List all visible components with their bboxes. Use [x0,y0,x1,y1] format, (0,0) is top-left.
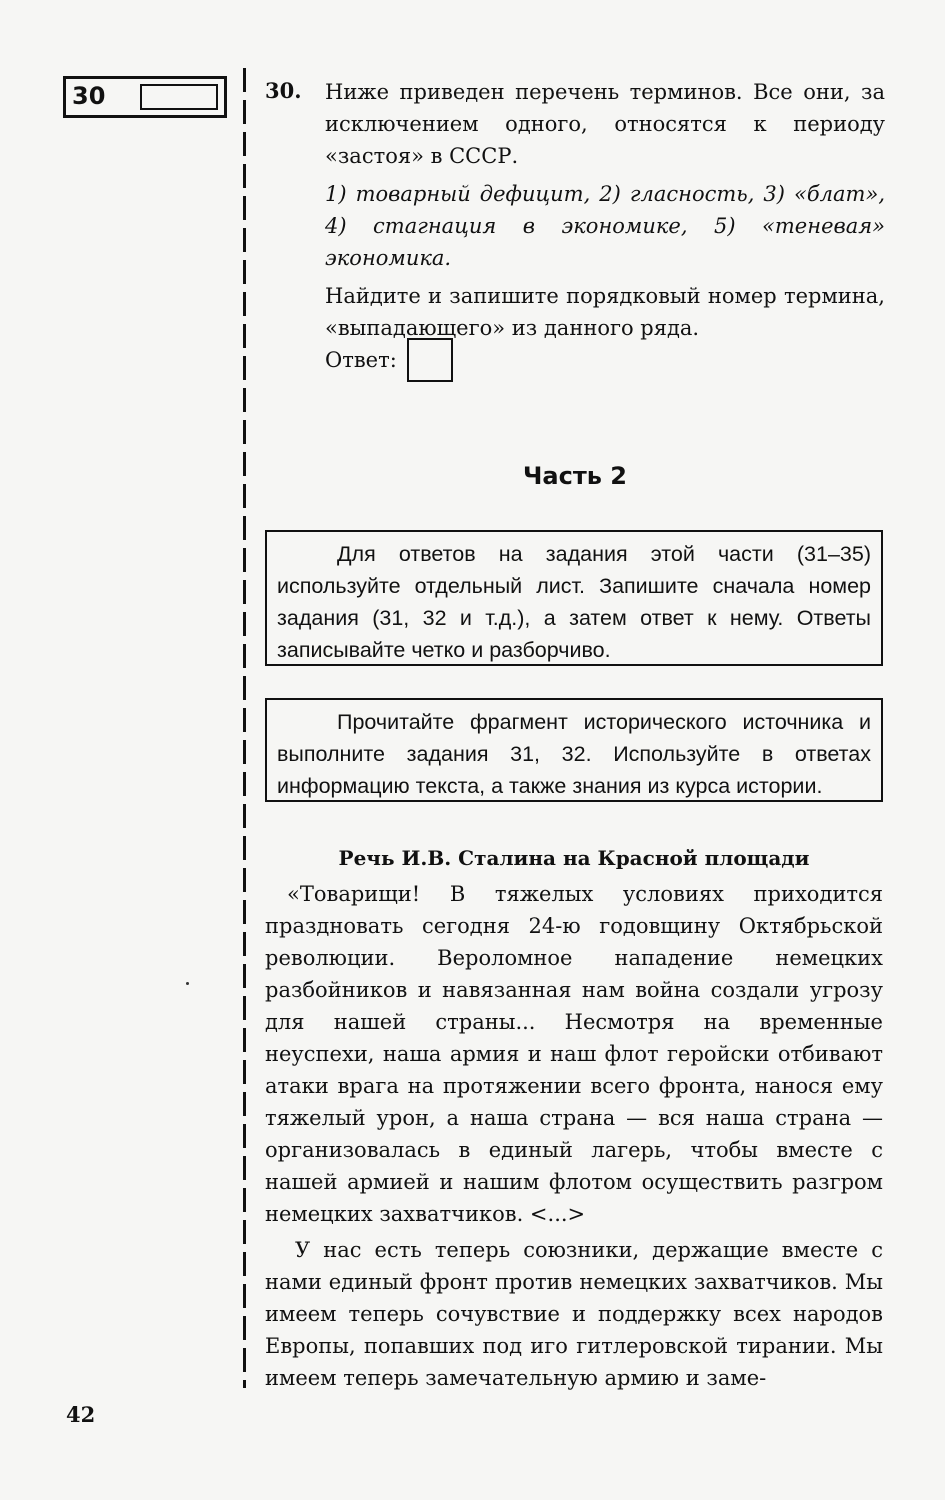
print-speck [186,982,189,985]
source-task-box [265,698,883,802]
part-title: Часть 2 [523,462,627,490]
answer-sheet-cell[interactable] [140,84,218,110]
answer-cell[interactable] [407,338,453,382]
answer-row [325,338,453,382]
source-paragraph-2: У нас есть теперь союзники, держащие вместе с нами единый фронт против немецких захватчиков. Мы имеем теперь сочувствие и поддержку всех народов Европы, попавших под иго гитлеровской тирании. Мы имеем теперь замечательную армию и заме- [265,1238,883,1390]
question-body [325,76,885,344]
instructions-box [265,530,883,666]
question-options: 1) товарный дефицит, 2) гласность, 3) «блат», 4) стагнация в экономике, 5) «теневая» экономика. [325,182,885,270]
source-title: Речь И.В. Сталина на Красной площади [338,846,810,870]
instructions-text: Для ответов на задания этой части (31–35) используйте отдельный лист. Запишите сначала номер задания (31, 32 и т.д.), а затем ответ к нему. Ответы записывайте четко и разборчиво. [277,542,871,662]
answer-box-number: 30 [72,82,106,110]
answer-label: Ответ: [325,348,397,372]
answer-sheet-box [63,76,227,118]
source-text [265,878,883,1394]
question-intro: Ниже приведен перечень терминов. Все они, за исключением одного, относятся к периоду «застоя» в СССР. [325,80,885,168]
source-paragraph-1: «Товарищи! В тяжелых условиях приходится праздновать сегодня 24-ю годовщину Октябрьской революции. Вероломное нападение немецких разбойников и навязанная нам война создали угрозу для нашей страны... Несмотря на временные неуспехи, наша армия и наш флот геройски отбивают атаки врага на протяжении всего фронта, нанося ему тяжелый урон, а наша страна — вся наша страна — организовалась в единый лагерь, чтобы вместе с нашей армией и нашим флотом осуществить разгром немецких захватчиков. <...> [265,882,883,1226]
question-instruction: Найдите и запишите порядковый номер термина, «выпадающего» из данного ряда. [325,284,885,340]
source-task-text: Прочитайте фрагмент исторического источника и выполните задания 31, 32. Используйте в ответах информацию текста, а также знания из курса истории. [277,710,871,798]
page-number: 42 [66,1402,96,1427]
question-number: 30. [265,78,302,103]
cut-line [243,68,246,1388]
